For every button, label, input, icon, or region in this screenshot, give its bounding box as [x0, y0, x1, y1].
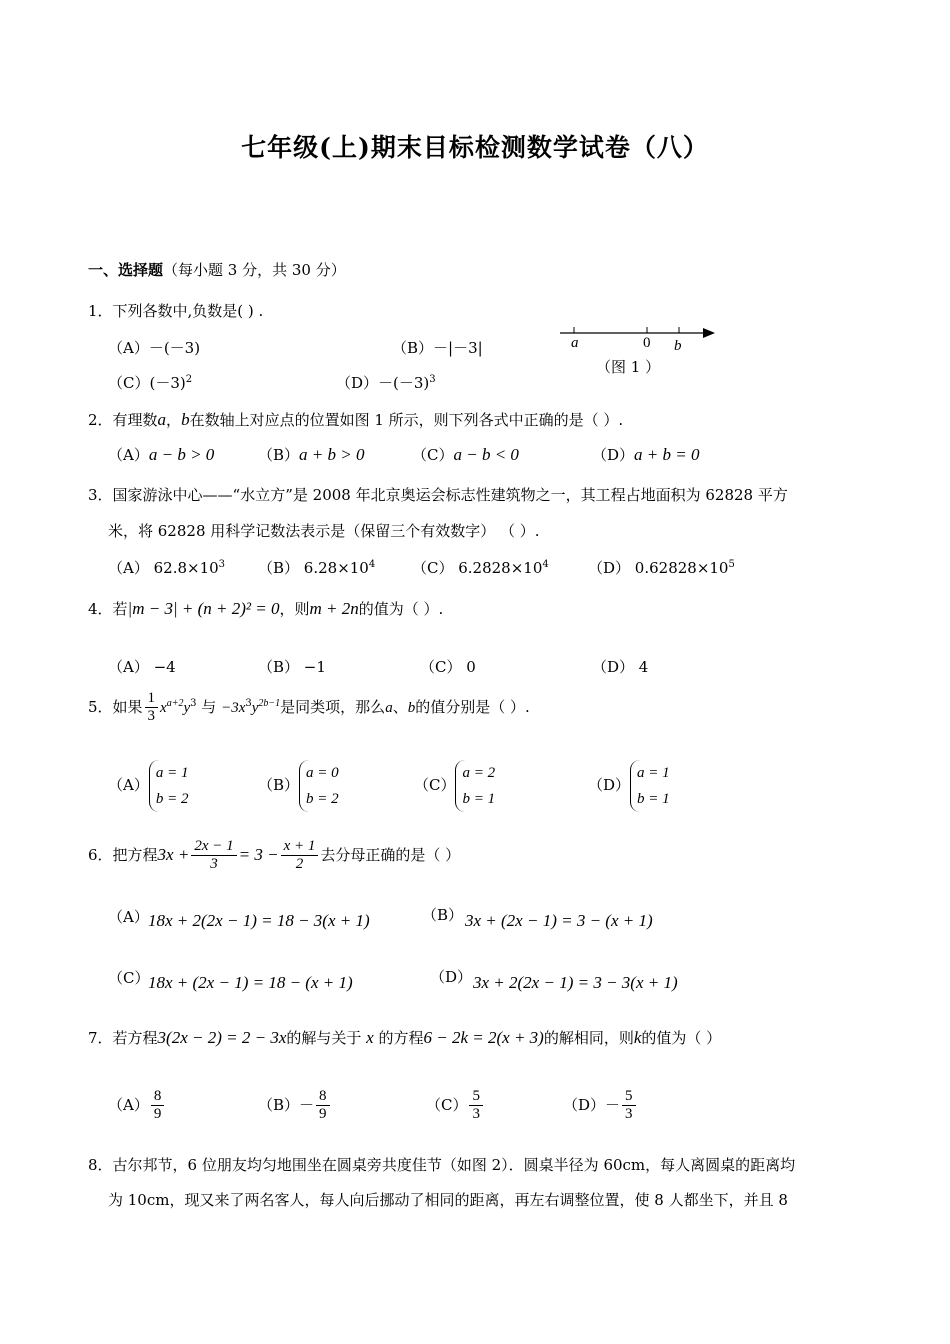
q6-option-d-label: （D）: [430, 968, 473, 986]
q1-option-a: （A）－(－3): [108, 339, 201, 357]
q1-option-c: $(C)(-3)^2$: [108, 374, 193, 392]
q7-option-d: （D）－ $\frac{5}{3}$: [563, 1088, 638, 1124]
page-title: 七年级(上)期末目标检测数学试卷（八）: [241, 133, 709, 162]
q6-option-c-expr: 18x + (2x − 1) = 18 − (x + 1): [148, 973, 353, 992]
q2-option-d: （D）a + b = 0: [592, 445, 700, 464]
q8-stem-line2: 为 10cm，现又来了两名客人，每人向后挪动了相同的距离，再左右调整位置，使 8 人都坐下，并且 8: [108, 1191, 788, 1209]
q8-stem-line1: 8．古尔邦节，6 位朋友均匀地围坐在圆桌旁共度佳节（如图 2）．圆桌半径为 60cm，每人离圆桌的距离均: [88, 1156, 796, 1174]
q6-option-a-expr: 18x + 2(2x − 1) = 18 − 3(x + 1): [148, 911, 370, 930]
q7-option-c: （C） $\frac{5}{3}$: [426, 1088, 485, 1124]
number-line-label-b: b: [674, 338, 682, 354]
q6-option-b-label: （B）: [422, 906, 464, 924]
q7-option-a: （A） $\frac{8}{9}$: [108, 1088, 166, 1124]
q3-option-c: （C） $6.2828\times 10^4$: [412, 559, 549, 577]
q6-option-c-label: （C）: [108, 969, 150, 987]
q3-option-a: （A） $62.8\times 10^3$: [108, 559, 226, 577]
q5-option-d: （D）a = 1 b = 1: [588, 760, 670, 812]
figure-1-caption: （图 1 ）: [596, 358, 661, 376]
q5-stem: 5．如果 $\frac{1}{3}$ $x^{a+2}y^3$ 与 $-3x^3y^{2b-1}$是同类项，那么a、b的值分别是（ ）.: [88, 690, 530, 725]
number-line-label-0: 0: [643, 335, 651, 351]
q7-stem: 7．若方程3(2x − 2) = 2 − 3x的解与关于 x 的方程6 − 2k = 2(x + 3)的解相同，则k的值为（ ）: [88, 1028, 722, 1047]
section-note: （每小题 3 分，共 30 分）: [163, 261, 346, 279]
q7-option-b: （B）－ $\frac{8}{9}$: [258, 1088, 332, 1124]
q3-stem-line1: 3．国家游泳中心——“水立方”是 2008 年北京奥运会标志性建筑物之一，其工程占地面积为 62828 平方: [88, 486, 788, 504]
q3-option-d: （D） $0.62828\times 10^5$: [588, 559, 735, 577]
q5-option-b: （B）a = 0 b = 2: [258, 760, 339, 812]
q5-option-a: （A）a = 1 b = 2: [108, 760, 188, 812]
q6-stem: 6．把方程3x + $\frac{2x - 1}{3}$ = 3 − $\frac{x + 1}{2}$ 去分母正确的是（ ）: [88, 838, 461, 873]
section-label: 一、选择题: [88, 261, 164, 279]
q2-option-c: （C）a − b < 0: [412, 445, 519, 464]
q5-option-c: （C）a = 2 b = 1: [414, 760, 495, 812]
q6-option-a-label: （A）: [108, 908, 149, 926]
q3-option-b: （B） $6.28\times 10^4$: [258, 559, 376, 577]
q6-option-d-expr: 3x + 2(2x − 1) = 3 − 3(x + 1): [473, 973, 678, 992]
q2-option-a: （A）a − b > 0: [108, 445, 215, 464]
number-line-arrow: [703, 328, 715, 338]
q4-option-a: （A） −4: [108, 658, 176, 676]
q1-option-d: $(D)-(-3)^3$: [336, 374, 436, 392]
q4-option-c: （C） 0: [420, 658, 476, 676]
q4-stem: 4．若|m − 3| + (n + 2)² = 0，则m + 2n的值为（ ）.: [88, 599, 444, 618]
q1-stem: 1．下列各数中,负数是( ) .: [88, 302, 264, 320]
number-line-label-a: a: [571, 335, 579, 351]
q2-option-b: （B）a + b > 0: [258, 445, 365, 464]
q5-fraction: $\frac{1}{3}$: [145, 690, 159, 726]
q6-fraction-2: $\frac{x + 1}{2}$: [281, 838, 319, 874]
q6-option-b-expr: 3x + (2x − 1) = 3 − (x + 1): [465, 911, 653, 930]
q4-option-d: （D） 4: [592, 658, 649, 676]
q6-fraction-1: $\frac{2x - 1}{3}$: [191, 838, 236, 874]
section-heading: [88, 259, 346, 280]
q3-stem-line2: 米，将 62828 用科学记数法表示是（保留三个有效数字） （ ）.: [108, 522, 540, 540]
q4-option-b: （B） −1: [258, 658, 326, 676]
q2-stem: 2．有理数a，b在数轴上对应点的位置如图 1 所示，则下列各式中正确的是（ ）.: [88, 410, 624, 429]
q1-option-b: （B）－|－3|: [392, 339, 483, 357]
